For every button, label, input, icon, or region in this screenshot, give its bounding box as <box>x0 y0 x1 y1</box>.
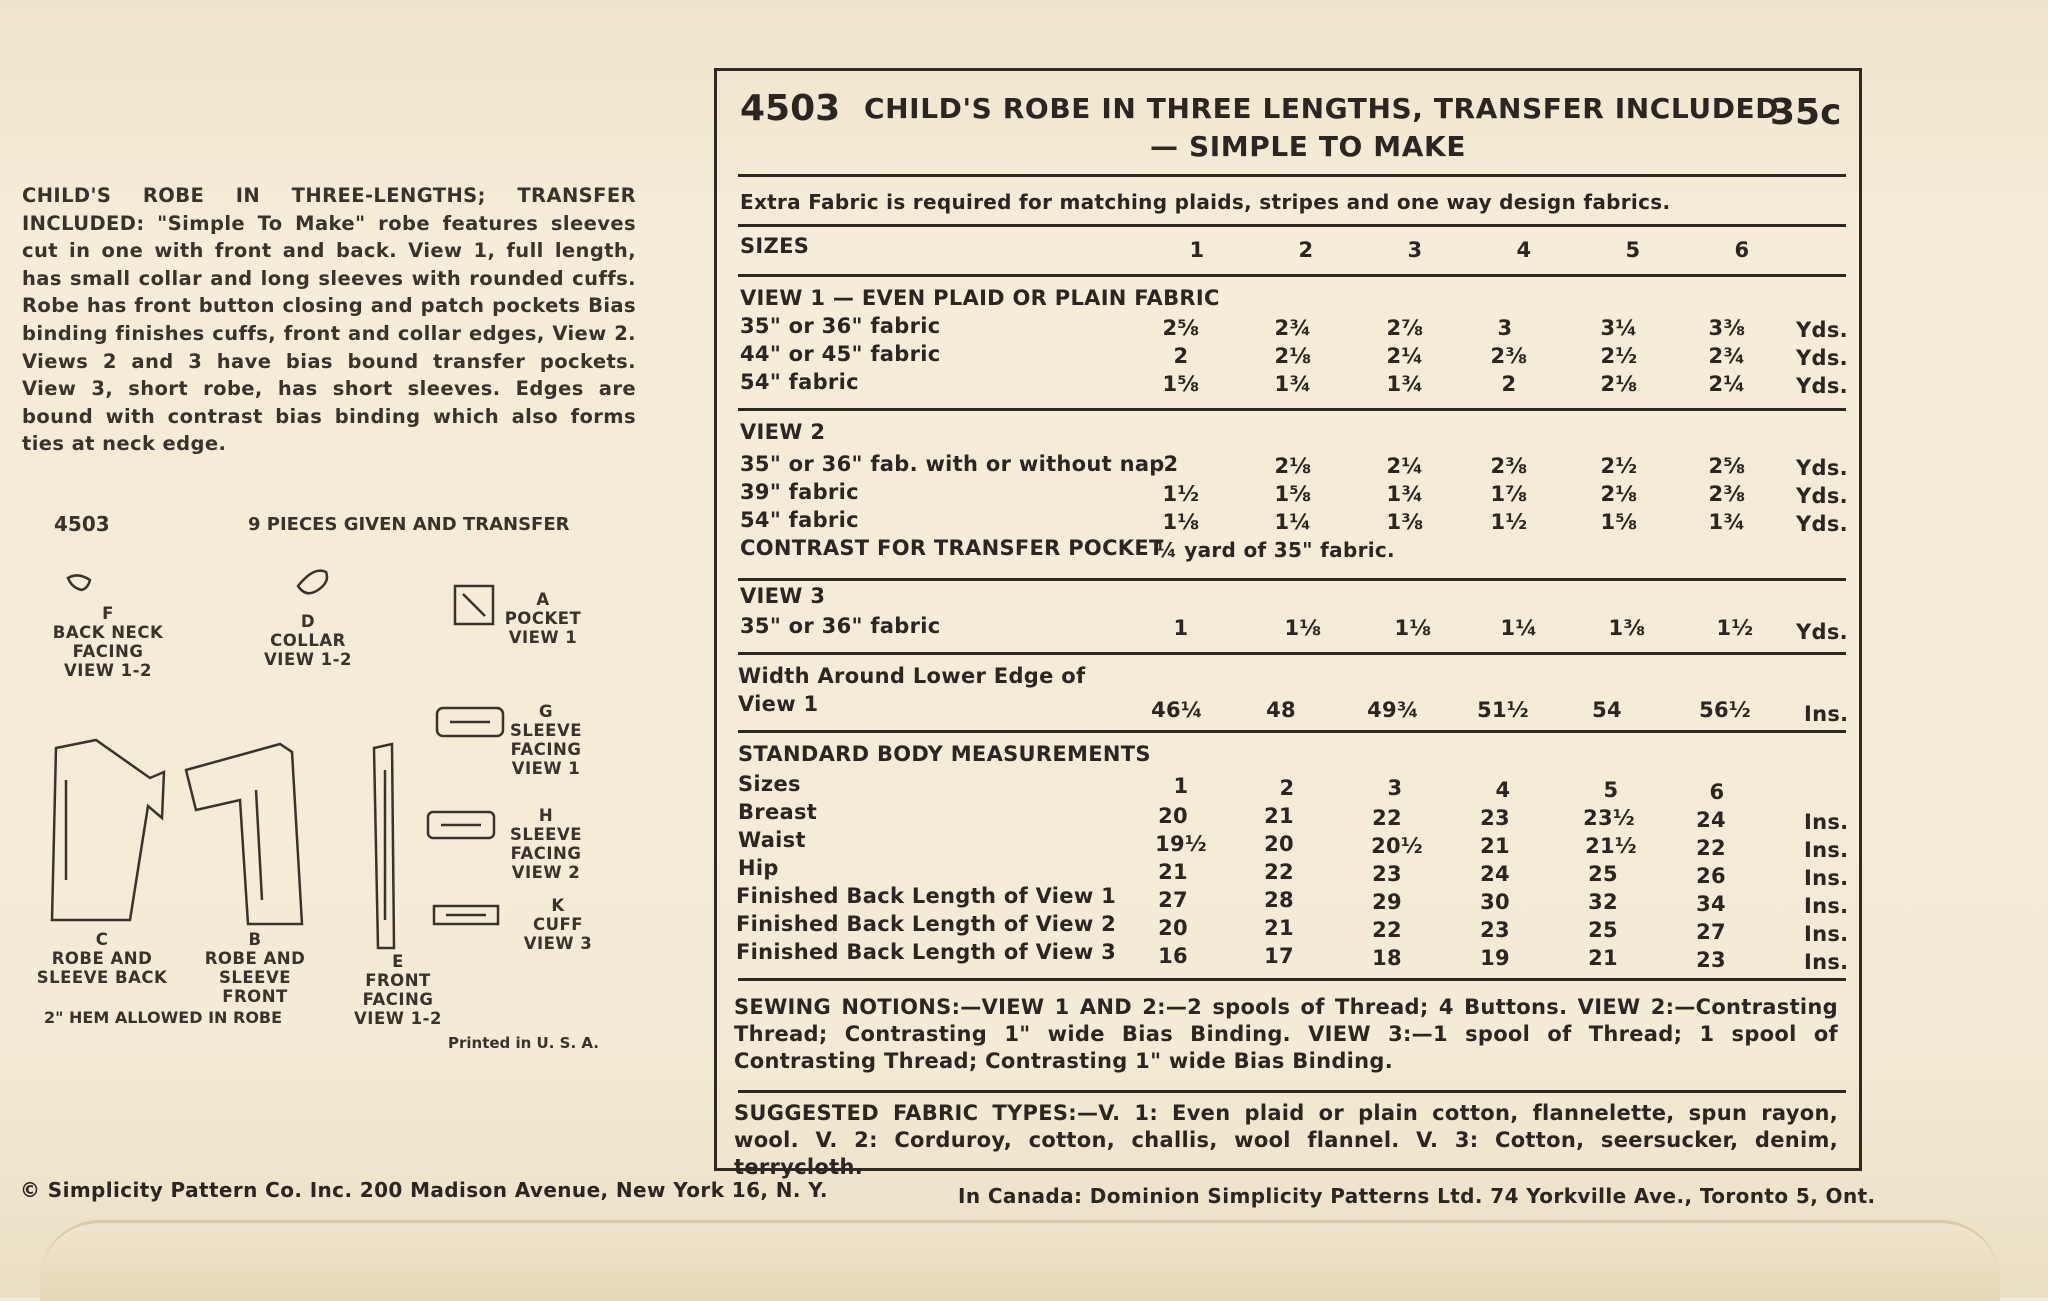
cell: 23 <box>1480 806 1510 830</box>
cell: 2⅛ <box>1600 482 1638 506</box>
cell: 4 <box>1495 778 1511 802</box>
divider <box>738 652 1846 655</box>
row-label: 35" or 36" fab. with or without nap <box>740 452 1165 476</box>
cell: 2⅝ <box>1708 454 1746 478</box>
cell: 19 <box>1480 946 1510 970</box>
width-label: Width Around Lower Edge of <box>738 664 1086 688</box>
unit: Yds. <box>1796 318 1848 342</box>
cell: 3 <box>1497 316 1513 340</box>
cell: 1⅛ <box>1394 616 1432 640</box>
hem-note: 2" HEM ALLOWED IN ROBE <box>44 1008 283 1027</box>
row-label: Sizes <box>738 772 801 796</box>
cell: 16 <box>1158 944 1188 968</box>
body-heading: STANDARD BODY MEASUREMENTS <box>738 742 1151 766</box>
cell: 49¾ <box>1367 698 1419 722</box>
divider <box>738 978 1846 981</box>
cell: 2⅜ <box>1490 454 1528 478</box>
pattern-subtitle: — SIMPLE TO MAKE <box>1150 130 1467 163</box>
cell: 21½ <box>1585 834 1637 858</box>
view1-heading: VIEW 1 — EVEN PLAID OR PLAIN FABRIC <box>740 286 1220 310</box>
size-header: 4 <box>1516 238 1532 262</box>
cell: 22 <box>1372 806 1402 830</box>
piece-a-label: A POCKET VIEW 1 <box>504 590 582 647</box>
cell: 21 <box>1480 834 1510 858</box>
cell: 1⅛ <box>1284 616 1322 640</box>
unit: Ins. <box>1804 866 1849 890</box>
cell: 23 <box>1372 862 1402 886</box>
cell: 17 <box>1264 944 1294 968</box>
contrast-value: ¼ yard of 35" fabric. <box>1156 538 1395 562</box>
cell: 29 <box>1372 890 1402 914</box>
cell: 2⅛ <box>1274 454 1312 478</box>
piece-c-label: C ROBE AND SLEEVE BACK <box>36 930 168 987</box>
cell: 1½ <box>1162 482 1200 506</box>
cell: 3¼ <box>1600 316 1638 340</box>
cell: 24 <box>1696 808 1726 832</box>
unit: Yds. <box>1796 456 1848 480</box>
cell: 32 <box>1588 890 1618 914</box>
cell: 1½ <box>1716 616 1754 640</box>
cell: 1⅛ <box>1162 510 1200 534</box>
cell: 2⅛ <box>1274 344 1312 368</box>
row-label: Finished Back Length of View 3 <box>736 940 1117 964</box>
cell: 25 <box>1588 918 1618 942</box>
cell: 48 <box>1266 698 1296 722</box>
cell: 51½ <box>1477 698 1529 722</box>
divider <box>738 224 1846 227</box>
cell: 1⅝ <box>1600 510 1638 534</box>
cell: 1¼ <box>1274 510 1312 534</box>
cell: 2 <box>1501 372 1517 396</box>
cell: 2½ <box>1600 344 1638 368</box>
cell: 2¼ <box>1708 372 1746 396</box>
extra-fabric-note: Extra Fabric is required for matching plaids, stripes and one way design fabrics. <box>740 190 1671 214</box>
pattern-number: 4503 <box>740 88 841 129</box>
cell: 19½ <box>1155 832 1207 856</box>
unit: Yds. <box>1796 346 1848 370</box>
size-header: 6 <box>1734 238 1750 262</box>
divider <box>738 1090 1846 1093</box>
pattern-number-small: 4503 <box>54 512 110 536</box>
cell: 2 <box>1173 344 1189 368</box>
cell: 5 <box>1603 778 1619 802</box>
piece-b-label: B ROBE AND SLEEVE FRONT <box>204 930 306 1006</box>
size-header: 3 <box>1407 238 1423 262</box>
cell: 21 <box>1158 860 1188 884</box>
cell: 23 <box>1480 918 1510 942</box>
cell: 2¼ <box>1386 344 1424 368</box>
row-label: 35" or 36" fabric <box>740 614 941 638</box>
cell: 1⅜ <box>1608 616 1646 640</box>
cell: 1¾ <box>1386 482 1424 506</box>
cell: 23½ <box>1583 806 1635 830</box>
piece-f-shape <box>68 575 90 590</box>
cell: 1¾ <box>1386 372 1424 396</box>
cell: 22 <box>1696 836 1726 860</box>
cell: 54 <box>1592 698 1622 722</box>
piece-k-label: K CUFF VIEW 3 <box>523 896 593 953</box>
size-header: 5 <box>1625 238 1641 262</box>
unit: Yds. <box>1796 484 1848 508</box>
unit: Ins. <box>1804 810 1849 834</box>
cell: 21 <box>1264 804 1294 828</box>
piece-f-label: F BACK NECK FACING VIEW 1-2 <box>52 604 164 680</box>
cell: 2¾ <box>1274 316 1312 340</box>
cell: 2⅞ <box>1386 316 1424 340</box>
cell: 2⅛ <box>1600 372 1638 396</box>
unit: Ins. <box>1804 702 1849 726</box>
publisher-address: © Simplicity Pattern Co. Inc. 200 Madison Avenue, New York 16, N. Y. <box>20 1178 828 1202</box>
cell: 21 <box>1588 946 1618 970</box>
unit: Ins. <box>1804 922 1849 946</box>
cell: 1¾ <box>1274 372 1312 396</box>
cell: 27 <box>1158 888 1188 912</box>
cell: 2⅜ <box>1490 344 1528 368</box>
divider <box>738 174 1846 177</box>
printed-in-usa: Printed in U. S. A. <box>448 1034 599 1052</box>
cell: 22 <box>1264 860 1294 884</box>
row-label: 54" fabric <box>740 508 859 532</box>
cell: 2⅜ <box>1708 482 1746 506</box>
cell: 28 <box>1264 888 1294 912</box>
cell: 1⅝ <box>1274 482 1312 506</box>
size-header: 1 <box>1189 238 1205 262</box>
cell: 20 <box>1264 832 1294 856</box>
cell: 46¼ <box>1151 698 1203 722</box>
pattern-description: CHILD'S ROBE IN THREE-LENGTHS; TRANSFER INCLUDED: "Simple To Make" robe features sleeves cut in one with front and back. View 1, full length, has small collar and long sleeves with rounded cuffs. Robe has front button closing and patch pockets Bias binding finishes cuffs, front and collar edges, View 2. Views 2 and 3 have bias bound transfer pockets. View 3, short robe, has short sleeves. Edges are bound with contrast bias binding which also forms ties at neck edge. <box>22 184 636 456</box>
cell: 1⅜ <box>1386 510 1424 534</box>
row-label: 44" or 45" fabric <box>740 342 941 366</box>
cell: 2¼ <box>1386 454 1424 478</box>
canada-address: In Canada: Dominion Simplicity Patterns Ltd. 74 Yorkville Ave., Toronto 5, Ont. <box>958 1184 1876 1208</box>
unit: Yds. <box>1796 374 1848 398</box>
cell: 30 <box>1480 890 1510 914</box>
cell: 6 <box>1709 780 1725 804</box>
piece-d-shape <box>298 571 327 594</box>
row-label: 39" fabric <box>740 480 859 504</box>
cell: 20 <box>1158 804 1188 828</box>
unit: Ins. <box>1804 894 1849 918</box>
divider <box>738 730 1846 733</box>
unit: Yds. <box>1796 512 1848 536</box>
cell: 1⅝ <box>1162 372 1200 396</box>
pattern-price: 35c <box>1770 92 1842 133</box>
row-label: 54" fabric <box>740 370 859 394</box>
cell: 1½ <box>1490 510 1528 534</box>
row-label: Breast <box>738 800 818 824</box>
cell: 20 <box>1158 916 1188 940</box>
envelope-flap <box>40 1220 2000 1301</box>
sewing-notions: SEWING NOTIONS:—VIEW 1 AND 2:—2 spools of Thread; 4 Buttons. VIEW 2:—Contrasting Thread; Contrasting 1" wide Bias Binding. VIEW 3:—1 spool of Thread; 1 spool of Contrasting Thread; Contrasting 1" wide Bias Binding. <box>734 995 1838 1073</box>
piece-h-label: H SLEEVE FACING VIEW 2 <box>510 806 582 882</box>
piece-e-label: E FRONT FACING VIEW 1-2 <box>354 952 442 1028</box>
cell: 34 <box>1696 892 1726 916</box>
cell: 18 <box>1372 946 1402 970</box>
cell: 3 <box>1387 776 1403 800</box>
cell: 3⅜ <box>1708 316 1746 340</box>
cell: 26 <box>1696 864 1726 888</box>
piece-d-label: D COLLAR VIEW 1-2 <box>264 612 352 669</box>
cell: 2 <box>1163 452 1179 476</box>
size-header: 2 <box>1298 238 1314 262</box>
cell: 1 <box>1173 774 1189 798</box>
cell: 56½ <box>1699 698 1751 722</box>
cell: 25 <box>1588 862 1618 886</box>
cell: 2⅝ <box>1162 316 1200 340</box>
cell: 22 <box>1372 918 1402 942</box>
cell: 27 <box>1696 920 1726 944</box>
cell: 21 <box>1264 916 1294 940</box>
pattern-title: CHILD'S ROBE IN THREE LENGTHS, TRANSFER INCLUDED <box>864 92 1780 125</box>
row-label: Hip <box>738 856 779 880</box>
cell: 2½ <box>1600 454 1638 478</box>
width-label-view: View 1 <box>738 692 819 716</box>
cell: 1¼ <box>1500 616 1538 640</box>
cell: 23 <box>1696 948 1726 972</box>
row-label: 35" or 36" fabric <box>740 314 941 338</box>
divider <box>738 274 1846 277</box>
divider <box>738 408 1846 411</box>
view2-heading: VIEW 2 <box>740 420 826 444</box>
cell: 1 <box>1173 616 1189 640</box>
unit: Ins. <box>1804 838 1849 862</box>
cell: 2¾ <box>1708 344 1746 368</box>
row-label: Finished Back Length of View 2 <box>736 912 1117 936</box>
pieces-header: 9 PIECES GIVEN AND TRANSFER <box>248 514 570 535</box>
contrast-label: CONTRAST FOR TRANSFER POCKET <box>740 536 1164 560</box>
cell: 1⅞ <box>1490 482 1528 506</box>
piece-g-label: G SLEEVE FACING VIEW 1 <box>510 702 582 778</box>
piece-c-shape <box>52 740 164 920</box>
cell: 24 <box>1480 862 1510 886</box>
cell: 20½ <box>1371 834 1423 858</box>
divider <box>738 578 1846 581</box>
unit: Ins. <box>1804 950 1849 974</box>
unit: Yds. <box>1796 620 1848 644</box>
suggested-fabrics: SUGGESTED FABRIC TYPES:—V. 1: Even plaid or plain cotton, flannelette, spun rayon, wool. V. 2: Corduroy, cotton, challis, wool flannel. V. 3: Cotton, seersucker, denim, terrycloth. <box>734 1101 1838 1179</box>
cell: 1¾ <box>1708 510 1746 534</box>
cell: 2 <box>1279 776 1295 800</box>
row-label: Finished Back Length of View 1 <box>736 884 1117 908</box>
piece-b-shape <box>186 744 302 924</box>
view3-heading: VIEW 3 <box>740 584 826 608</box>
row-label: Waist <box>738 828 806 852</box>
sizes-label: SIZES <box>740 234 810 258</box>
